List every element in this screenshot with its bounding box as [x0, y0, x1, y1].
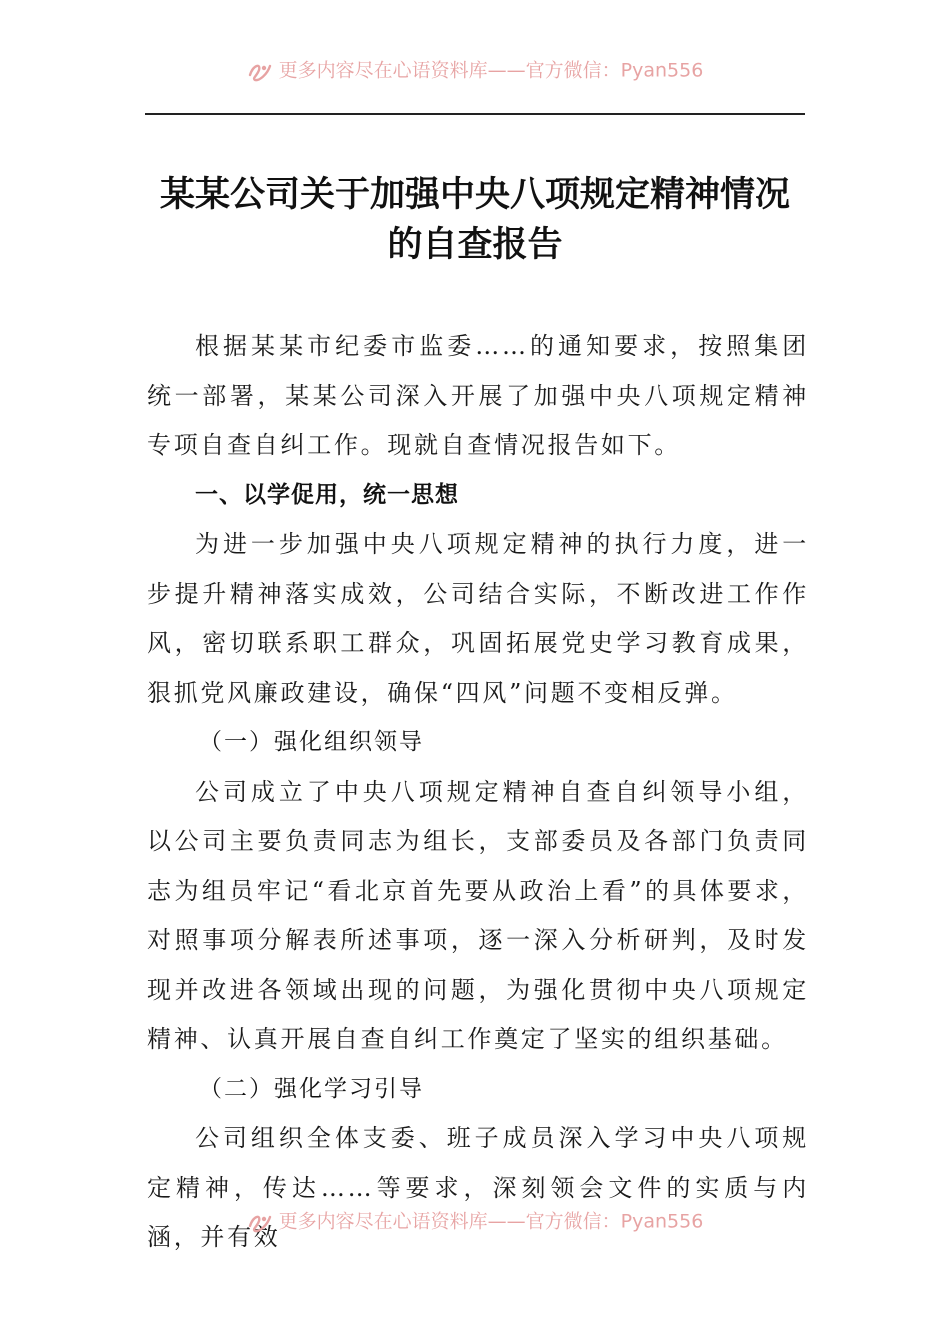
watermark-text: 更多内容尽在心语资料库——官方微信：Pyan556: [278, 1210, 704, 1233]
brand-logo-icon: [247, 60, 273, 82]
watermark-header: [0, 57, 950, 83]
section-1-heading: 一、以学促用，统一思想: [195, 481, 459, 508]
brand-logo-icon: [247, 1211, 273, 1233]
watermark-text: 更多内容尽在心语资料库——官方微信：Pyan556: [278, 59, 704, 82]
header-divider: [145, 113, 805, 115]
subsection-2-heading: （二）强化学习引导: [199, 1075, 424, 1102]
document-body: [147, 322, 809, 1263]
subsection-1-heading: （一）强化组织领导: [199, 729, 424, 755]
title-line-1: 某某公司关于加强中央八项规定精神情况: [159, 174, 790, 215]
title-line-2: 的自查报告: [387, 224, 563, 265]
document-title: [145, 170, 805, 270]
section-1-paragraph: 为进一步加强中央八项规定精神的执行力度，进一步提升精神落实成效，公司结合实际，不断改进工作作风，密切联系职工群众，巩固拓展党史学习教育成果，狠抓党风廉政建设，确保“四风”问题不变相反弹。: [147, 530, 809, 707]
watermark-footer: [0, 1208, 950, 1234]
intro-paragraph: 根据某某市纪委市监委……的通知要求，按照集团统一部署，某某公司深入开展了加强中央八项规定精神专项自查自纠工作。现就自查情况报告如下。: [147, 332, 809, 459]
subsection-1-paragraph: 公司成立了中央八项规定精神自查自纠领导小组，以公司主要负责同志为组长，支部委员及各部门负责同志为组员牢记“看北京首先要从政治上看”的具体要求，对照事项分解表所述事项，逐一深入分析研判，及时发现并改进各领域出现的问题，为强化贯彻中央八项规定精神、认真开展自查自纠工作奠定了坚实的组织基础。: [147, 777, 809, 1053]
subsection-2-paragraph: 公司组织全体支委、班子成员深入学习中央八项规定精神，传达……等要求，深刻领会文件的实质与内涵，并有效: [147, 1124, 809, 1251]
